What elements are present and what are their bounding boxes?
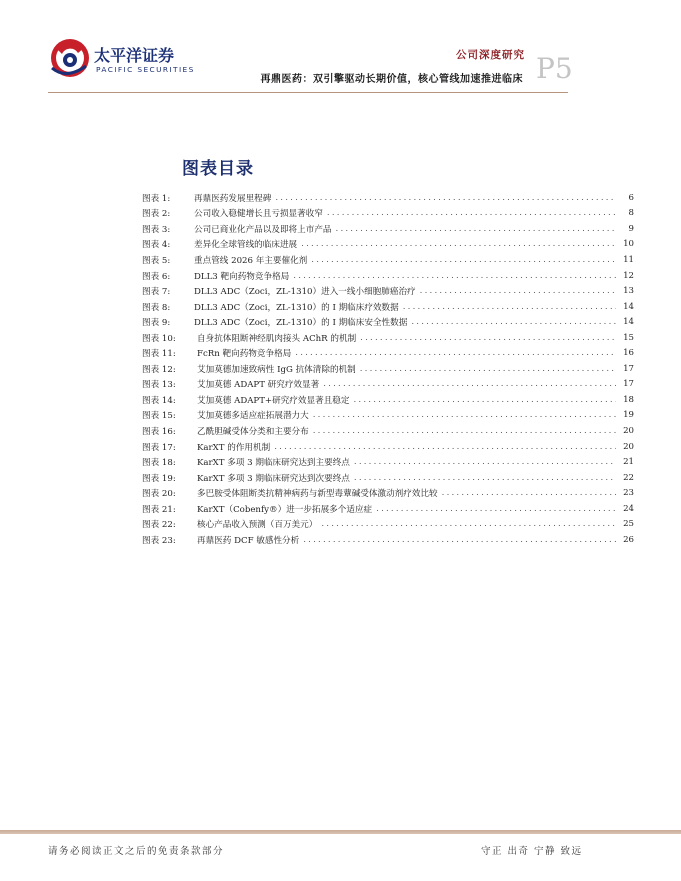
toc-dot-leader: [376, 504, 616, 514]
toc-entry[interactable]: [142, 330, 634, 346]
toc-entry-page: 20: [623, 441, 634, 452]
toc-entry-title: 差异化全球管线的临床进展: [194, 240, 298, 251]
toc-entry-title: 艾加莫德多适应症拓展潜力大: [197, 411, 309, 422]
toc-entry-page: 17: [623, 363, 634, 374]
toc-entry[interactable]: [142, 516, 634, 532]
toc-entry[interactable]: [142, 361, 634, 377]
toc-entry-title: 自身抗体阻断神经肌肉接头 AChR 的机制: [197, 333, 357, 344]
toc-entry[interactable]: [142, 470, 634, 486]
toc-dot-leader: [411, 317, 616, 327]
toc-entry-label: 图表 9:: [142, 318, 171, 329]
toc-entry-page: 9: [628, 223, 634, 234]
toc-entry-page: 10: [623, 239, 634, 250]
company-slogan: 守正 出奇 宁静 致远: [481, 846, 583, 857]
toc-entry-page: 15: [623, 332, 634, 343]
toc-entry-label: 图表 2:: [142, 209, 171, 220]
toc-entry-page: 20: [623, 425, 634, 436]
toc-entry[interactable]: [142, 237, 634, 253]
toc-dot-leader: [293, 271, 616, 281]
toc-dot-leader: [360, 364, 616, 374]
toc-dot-leader: [311, 255, 616, 265]
company-logo: [48, 36, 195, 82]
toc-entry-title: 多巴胺受体阻断类抗精神病药与新型毒蕈碱受体激动剂疗效比较: [197, 489, 438, 500]
toc-entry-label: 图表 15:: [142, 411, 176, 422]
toc-entry-label: 图表 16:: [142, 426, 176, 437]
toc-entry[interactable]: [142, 423, 634, 439]
toc-entry-page: 25: [623, 519, 634, 530]
toc-entry-title: KarXT 的作用机制: [197, 442, 271, 453]
toc-entry-title: DLL3 靶向药物竞争格局: [194, 271, 290, 282]
toc-entry-label: 图表 12:: [142, 364, 176, 375]
toc-entry-title: DLL3 ADC（Zoci，ZL-1310）的 I 期临床疗效数据: [194, 302, 399, 313]
toc-dot-leader: [274, 442, 616, 452]
logo-chinese-name: 太平洋证券: [94, 46, 175, 65]
toc-entry[interactable]: [142, 501, 634, 517]
toc-dot-leader: [323, 379, 616, 389]
toc-entry-label: 图表 3:: [142, 224, 171, 235]
toc-dot-leader: [420, 286, 616, 296]
toc-entry-title: 核心产品收入预测（百万美元）: [197, 520, 318, 531]
toc-entry-page: 11: [623, 254, 634, 265]
toc-entry[interactable]: [142, 314, 634, 330]
toc-dot-leader: [295, 348, 616, 358]
toc-entry-title: 艾加莫德 ADAPT+研究疗效显著且稳定: [197, 395, 350, 406]
toc-entry-title: 公司收入稳健增长且亏损显著收窄: [194, 209, 323, 220]
toc-entry-label: 图表 22:: [142, 520, 176, 531]
toc-entry-title: 乙酰胆碱受体分类和主要分布: [197, 426, 309, 437]
toc-entry-page: 13: [623, 286, 634, 297]
toc-entry-page: 21: [623, 457, 634, 468]
toc-list: [142, 190, 634, 548]
toc-entry-label: 图表 23:: [142, 535, 176, 546]
toc-entry-title: DLL3 ADC（Zoci，ZL-1310）的 I 期临床安全性数据: [194, 318, 408, 329]
toc-entry-page: 23: [623, 488, 634, 499]
toc-entry-title: KarXT（Cobenfy®）进一步拓展多个适应症: [197, 504, 373, 515]
toc-entry-label: 图表 5:: [142, 255, 171, 266]
toc-dot-leader: [353, 395, 616, 405]
toc-entry-page: 6: [628, 192, 634, 203]
toc-dot-leader: [321, 519, 616, 529]
toc-entry-title: 再鼎医药发展里程碑: [194, 193, 272, 204]
toc-entry[interactable]: [142, 221, 634, 237]
report-type: 公司深度研究: [456, 49, 525, 61]
toc-entry-page: 14: [623, 301, 634, 312]
toc-dot-leader: [360, 333, 616, 343]
toc-entry[interactable]: [142, 408, 634, 424]
pacific-securities-logo-icon: [48, 36, 92, 80]
toc-entry[interactable]: [142, 439, 634, 455]
toc-dot-leader: [442, 488, 616, 498]
toc-entry[interactable]: [142, 268, 634, 284]
footer-divider: [0, 830, 681, 834]
disclaimer-note: 请务必阅读正文之后的免责条款部分: [48, 846, 225, 857]
toc-dot-leader: [303, 535, 616, 545]
toc-entry-title: 重点管线 2026 年主要催化剂: [194, 255, 308, 266]
toc-entry-page: 17: [623, 379, 634, 390]
toc-entry-label: 图表 21:: [142, 504, 176, 515]
toc-entry-page: 19: [623, 410, 634, 421]
toc-entry[interactable]: [142, 252, 634, 268]
toc-entry-label: 图表 18:: [142, 458, 176, 469]
toc-entry-page: 16: [623, 348, 634, 359]
toc-entry-label: 图表 4:: [142, 240, 171, 251]
toc-entry-label: 图表 19:: [142, 473, 176, 484]
toc-dot-leader: [275, 193, 616, 203]
toc-entry-label: 图表 6:: [142, 271, 171, 282]
toc-dot-leader: [301, 239, 616, 249]
toc-dot-leader: [403, 302, 616, 312]
toc-entry-label: 图表 17:: [142, 442, 176, 453]
toc-entry-title: DLL3 ADC（Zoci，ZL-1310）进入一线小细胞肺癌治疗: [194, 287, 416, 298]
toc-entry[interactable]: [142, 299, 634, 315]
toc-entry[interactable]: [142, 190, 634, 206]
toc-entry-label: 图表 7:: [142, 287, 171, 298]
toc-entry-page: 18: [623, 394, 634, 405]
toc-entry-label: 图表 13:: [142, 380, 176, 391]
toc-entry[interactable]: [142, 345, 634, 361]
toc-entry-title: KarXT 多项 3 期临床研究达到主要终点: [197, 458, 350, 469]
toc-entry[interactable]: [142, 206, 634, 222]
toc-entry-page: 14: [623, 317, 634, 328]
toc-dot-leader: [354, 457, 616, 467]
toc-entry-page: 22: [623, 472, 634, 483]
toc-dot-leader: [336, 224, 616, 234]
toc-entry-label: 图表 10:: [142, 333, 176, 344]
toc-entry[interactable]: [142, 392, 634, 408]
toc-entry-title: 艾加莫德 ADAPT 研究疗效显著: [197, 380, 320, 391]
header-divider: [48, 92, 568, 93]
toc-entry[interactable]: [142, 454, 634, 470]
toc-dot-leader: [313, 410, 616, 420]
toc-dot-leader: [313, 426, 616, 436]
toc-entry-title: FcRn 靶向药物竞争格局: [197, 349, 292, 360]
toc-entry-page: 8: [628, 208, 634, 219]
toc-heading: 图表目录: [182, 159, 254, 179]
toc-entry[interactable]: [142, 532, 634, 548]
toc-entry-label: 图表 14:: [142, 395, 176, 406]
toc-entry-title: 公司已商业化产品以及即将上市产品: [194, 224, 332, 235]
toc-entry-label: 图表 8:: [142, 302, 171, 313]
toc-entry-page: 26: [623, 534, 634, 545]
toc-entry-label: 图表 20:: [142, 489, 176, 500]
toc-entry-title: 再鼎医药 DCF 敏感性分析: [197, 535, 300, 546]
toc-entry-page: 12: [623, 270, 634, 281]
toc-entry[interactable]: [142, 283, 634, 299]
toc-entry[interactable]: [142, 485, 634, 501]
toc-dot-leader: [354, 473, 616, 483]
toc-entry-page: 24: [623, 503, 634, 514]
toc-entry-label: 图表 1:: [142, 193, 171, 204]
toc-entry-title: 艾加莫德加速致病性 IgG 抗体清除的机制: [197, 364, 356, 375]
logo-english-name: PACIFIC SECURITIES: [96, 65, 195, 74]
toc-entry[interactable]: [142, 377, 634, 393]
toc-dot-leader: [327, 208, 616, 218]
page-number: P5: [536, 52, 573, 85]
report-title: 再鼎医药：双引擎驱动长期价值，核心管线加速推进临床: [260, 74, 523, 85]
toc-entry-label: 图表 11:: [142, 349, 176, 360]
toc-entry-title: KarXT 多项 3 期临床研究达到次要终点: [197, 473, 350, 484]
